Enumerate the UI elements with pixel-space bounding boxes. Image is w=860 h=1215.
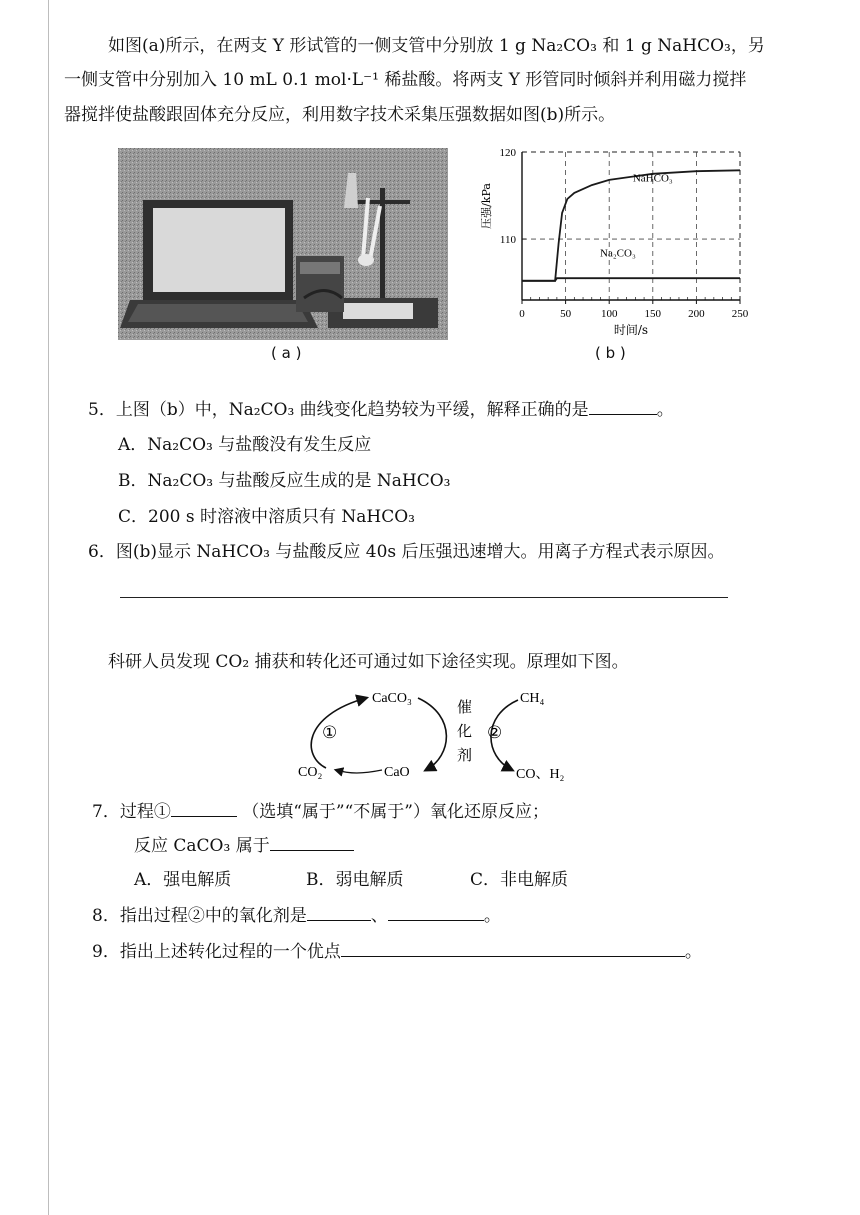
q7-stem-b: （选填“属于”“不属于”）氧化还原反应； [242, 802, 549, 822]
chart-x-axis-label: 时间/s [613, 323, 649, 337]
q5-option-b: B．Na₂CO₃ 与盐酸反应生成的是 NaHCO₃ [118, 471, 451, 491]
step2-label: ② [487, 723, 503, 743]
section2-intro: 科研人员发现 CO₂ 捕获和转化还可通过如下途径实现。原理如下图。 [108, 652, 629, 672]
co2-conversion-diagram [292, 686, 592, 784]
q7-line2 [134, 834, 354, 857]
q8-answer-blank-2[interactable] [388, 904, 484, 921]
q5-stem [88, 398, 674, 421]
q8-sep: 、 [370, 906, 388, 926]
q5-stem-text: 5．上图（b）中，Na₂CO₃ 曲线变化趋势较为平缓，解释正确的是 [88, 400, 589, 420]
q9-stem-text: 9．指出上述转化过程的一个优点 [92, 942, 341, 962]
caco3-label: CaCO₃ [372, 691, 412, 706]
chart-series-label-nahco3: NaHCO₃ [632, 172, 673, 185]
catalyst-char-3: 剂 [457, 746, 473, 764]
intro-line-2: 一侧支管中分别加入 10 mL 0.1 mol·L⁻¹ 稀盐酸。将两支 Y 形管同时倾斜并利用磁力搅拌 [64, 70, 747, 90]
q9-answer-blank[interactable] [341, 940, 685, 957]
intro-line-1: 如图(a)所示，在两支 Y 形试管的一侧支管中分别放 1 g Na₂CO₃ 和 1 g NaHCO₃，另 [108, 36, 765, 56]
catalyst-char-2: 化 [457, 722, 473, 740]
chart-x-tick-label: 100 [600, 308, 618, 320]
chart-y-tick-label: 120 [499, 147, 516, 159]
chart-x-tick-label: 0 [519, 308, 525, 320]
chart-x-tick-label: 50 [560, 308, 572, 320]
chart-x-tick-label: 150 [644, 308, 662, 320]
step1-label: ① [322, 723, 338, 743]
figure-b-caption: ( b ) [595, 344, 626, 362]
chart-y-axis-label: 压强/kPa [480, 183, 493, 229]
q6-answer-line[interactable] [120, 597, 728, 598]
q8-end: 。 [483, 906, 501, 926]
chart-series-label-na2co3: Na₂CO₃ [600, 247, 636, 260]
co2-label: CO₂ [298, 765, 323, 780]
arrow-co2-to-caco3 [311, 698, 366, 768]
figure-b-pressure-chart [478, 140, 748, 345]
q7-option-a: A．强电解质 [134, 870, 232, 890]
q7-answer-blank-2[interactable] [270, 834, 354, 851]
products-label: CO、H₂ [516, 767, 565, 782]
q9-stem [92, 940, 702, 963]
page-margin-line [48, 0, 49, 1215]
q9-end: 。 [684, 942, 702, 962]
q5-option-a: A．Na₂CO₃ 与盐酸没有发生反应 [118, 435, 372, 455]
q5-stem-end: 。 [656, 400, 674, 420]
arrow-caco3-to-cao [418, 698, 446, 770]
cao-label: CaO [384, 765, 410, 780]
q7-option-b: B．弱电解质 [306, 870, 404, 890]
arrow-cao-to-co2 [336, 770, 382, 773]
q7-stem [92, 800, 549, 823]
q7-answer-blank-1[interactable] [171, 800, 237, 817]
apparatus-photo-illustration [118, 148, 448, 340]
chart-x-tick-label: 200 [688, 308, 705, 320]
intro-line-3: 器搅拌使盐酸跟固体充分反应，利用数字技术采集压强数据如图(b)所示。 [64, 105, 616, 125]
q7-line2-text: 反应 CaCO₃ 属于 [134, 836, 270, 856]
chart-series-line-nahco3 [522, 170, 740, 280]
q5-answer-blank[interactable] [589, 398, 657, 415]
q8-stem-text: 8．指出过程②中的氧化剂是 [92, 906, 307, 926]
q8-answer-blank-1[interactable] [307, 904, 371, 921]
q5-option-c: C．200 s 时溶液中溶质只有 NaHCO₃ [118, 507, 415, 527]
chart-x-tick-label: 250 [731, 308, 748, 320]
chart-y-tick-label: 110 [499, 234, 516, 247]
q7-stem-a: 7．过程① [92, 802, 171, 822]
figure-a-caption: ( a ) [271, 344, 302, 362]
q8-stem [92, 904, 501, 927]
q6-stem: 6．图(b)显示 NaHCO₃ 与盐酸反应 40s 后压强迅速增大。用离子方程式表示原因。 [88, 542, 725, 562]
ch4-label: CH₄ [520, 691, 545, 706]
q7-option-c: C．非电解质 [470, 870, 569, 890]
catalyst-char-1: 催 [457, 698, 473, 716]
figure-a-photo [118, 148, 448, 340]
